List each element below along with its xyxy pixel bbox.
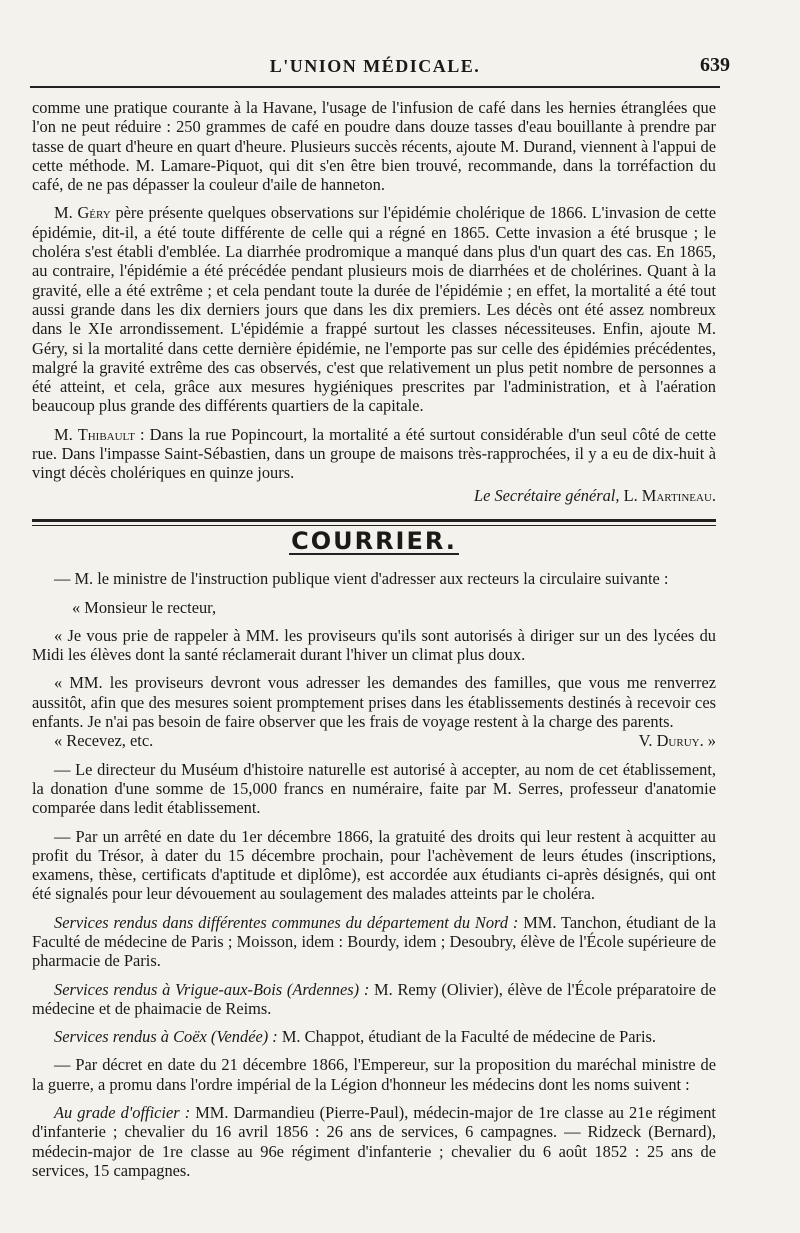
letter-paragraph: « Je vous prie de rappeler à MM. les proviseurs qu'ils sont autorisés à diriger sur un des lycées du Midi les élèves dont la santé réclamerait durant l'hiver un climat plus doux. bbox=[32, 625, 716, 665]
services-label: Services rendus à Vrigue-aux-Bois (Ardennes) : bbox=[54, 979, 370, 999]
signature-role: Le Secrétaire général, bbox=[473, 485, 620, 505]
article-body bbox=[32, 98, 716, 1180]
services-label: Services rendus à Coëx (Vendée) : bbox=[54, 1027, 278, 1047]
paragraph-gery bbox=[32, 203, 716, 415]
letter-signatory: V. Duruy. » bbox=[638, 731, 716, 751]
speaker-prefix: M. bbox=[54, 203, 78, 223]
paragraph-thibault bbox=[32, 425, 716, 483]
running-head bbox=[30, 46, 730, 88]
letter-closing-formula: « Recevez, etc. bbox=[54, 731, 154, 751]
signature-name: L. Martineau. bbox=[623, 485, 716, 505]
paragraph-cafe: comme une pratique courante à la Havane, l'usage de l'infusion de café dans les hernies étranglées que l'on ne peut réduire : 250 grammes de café en poudre dans douze tasses d'eau bouillante à prendre par tasse de quart d'heure en quart d'heure. Plusieurs succès récents, ajoute M. Durand, viennent à l'appui de cette méthode. M. Lamare-Piquot, qui dit s'en être bien trouvé, recommande, dans la torréfaction du café, de ne pas dépasser la couleur d'aile de hanneton. bbox=[32, 98, 716, 195]
section-divider bbox=[32, 519, 716, 526]
paragraph-text: : Dans la rue Popincourt, la mortalité a été surtout considérable d'un seul côté de cette rue. Dans l'impasse Saint-Sébastien, dans un groupe de maisons très-rapprochées, il y a eu de dix-huit à vingt décès cholériques en quinze jours. bbox=[32, 424, 716, 483]
services-text: MM. Tanchon, étudiant de la Faculté de médecine de Paris ; Moisson, idem : Bourdy, idem ; Desoubry, élève de l'École supérieure de pharmacie de Paris. bbox=[32, 912, 716, 971]
paragraph-officier bbox=[32, 1103, 716, 1180]
services-text: M. Chappot, étudiant de la Faculté de médecine de Paris. bbox=[277, 1027, 657, 1047]
paragraph-decret: — Par décret en date du 21 décembre 1866, l'Empereur, sur la proposition du maréchal ministre de la guerre, a promu dans l'ordre impérial de la Légion d'honneur les médecins dont les noms suivent : bbox=[32, 1055, 716, 1094]
letter-closing bbox=[32, 731, 716, 750]
paragraph-services-ardennes bbox=[32, 980, 716, 1019]
page-number: 639 bbox=[700, 54, 730, 76]
services-label: Services rendus dans différentes communes du département du Nord : bbox=[54, 912, 519, 932]
paragraph-services-nord bbox=[32, 913, 716, 971]
speaker-name: Géry bbox=[77, 203, 111, 223]
journal-title: L'UNION MÉDICALE. bbox=[269, 56, 481, 76]
letter-paragraph: « MM. les proviseurs devront vous adresser les demandes des familles, que vous me renverrez aussitôt, afin que des mesures soient promptement prises dans les établissements destinés à recevoir ces enfants. Je n'ai pas besoin de faire observer que les frais de voyage restent à la charge des parents. bbox=[32, 673, 716, 732]
section-heading-courrier: COURRIER. bbox=[291, 526, 457, 555]
letter-salutation: « Monsieur le recteur, bbox=[72, 597, 217, 617]
services-text: M. Remy (Olivier), élève de l'École préparatoire de médecine et de phaimacie de Reims. bbox=[32, 979, 717, 1018]
paragraph-circulaire: — M. le ministre de l'instruction publique vient d'adresser aux recteurs la circulaire suivante : bbox=[54, 569, 669, 589]
speaker-name: Thibault bbox=[77, 424, 135, 444]
paragraph-text: père présente quelques observations sur l'épidémie cholérique de 1866. L'invasion de cette épidémie, dit-il, a été toute différente de celle qui a régné en 1865. Cette invasion a été brusque ; le choléra s'est établi d'emblée. La diarrhée prodromique a manqué dans plus d'un quart des cas. En 1865, au contraire, l'épidémie a été précédée pendant plusieurs mois de diarrhées et de cholérines. Quant à la gravité, elle a été extrême ; et cela pendant toute la durée de l'épidémie ; en effet, la mortalité a été tout aussi grande dans les dix derniers jours que dans les dix premiers. Les décès ont été assez nombreux dans le XIe arrondissement. L'épidémie a frappé surtout les classes nécessiteuses. Enfin, ajoute M. Géry, si la mortalité dans cette dernière épidémie, ne l'emporte pas sur celle des épidémies précédentes, malgré la gravité extrême des cas observés, c'est que relativement un plus petit nombre de personnes a été atteint, et cela, grâce aux mesures hygiéniques prescrites par l'administration, et à l'aération beaucoup plus grande des différents quartiers de la capitale. bbox=[32, 203, 716, 416]
signature bbox=[32, 486, 716, 505]
paragraph-arrete: — Par un arrêté en date du 1er décembre 1866, la gratuité des droits qui leur restent à acquitter au profit du Trésor, à dater du 15 décembre prochain, pour l'achèvement de leurs études (inscriptions, examens, thèse, certificats d'aptitude et diplôme), est accordée aux étudiants ci-après désignés, qui ont été signalés pour leur dévouement au soulagement des malades atteints par le choléra. bbox=[32, 826, 716, 904]
grade-label: Au grade d'officier : bbox=[54, 1103, 191, 1123]
paragraph-services-vendee bbox=[32, 1027, 716, 1046]
speaker-prefix: M. bbox=[54, 424, 78, 444]
grade-text: MM. Darmandieu (Pierre-Paul), médecin-major de 1re classe au 21e régiment d'infanterie ; chevalier du 16 avril 1856 : 26 ans de services, 6 campagnes. — Ridzeck (Bernard), médecin-major de 1re classe au 96e régiment d'infanterie ; chevalier du 6 août 1852 : 25 ans de services, 15 campagnes. bbox=[32, 1103, 716, 1180]
paragraph-museum: — Le directeur du Muséum d'histoire naturelle est autorisé à accepter, au nom de cet établissement, la donation d'une somme de 15,000 francs en numéraire, faite par M. Serres, professeur d'anatomie comparée dans ledit établissement. bbox=[32, 759, 716, 818]
